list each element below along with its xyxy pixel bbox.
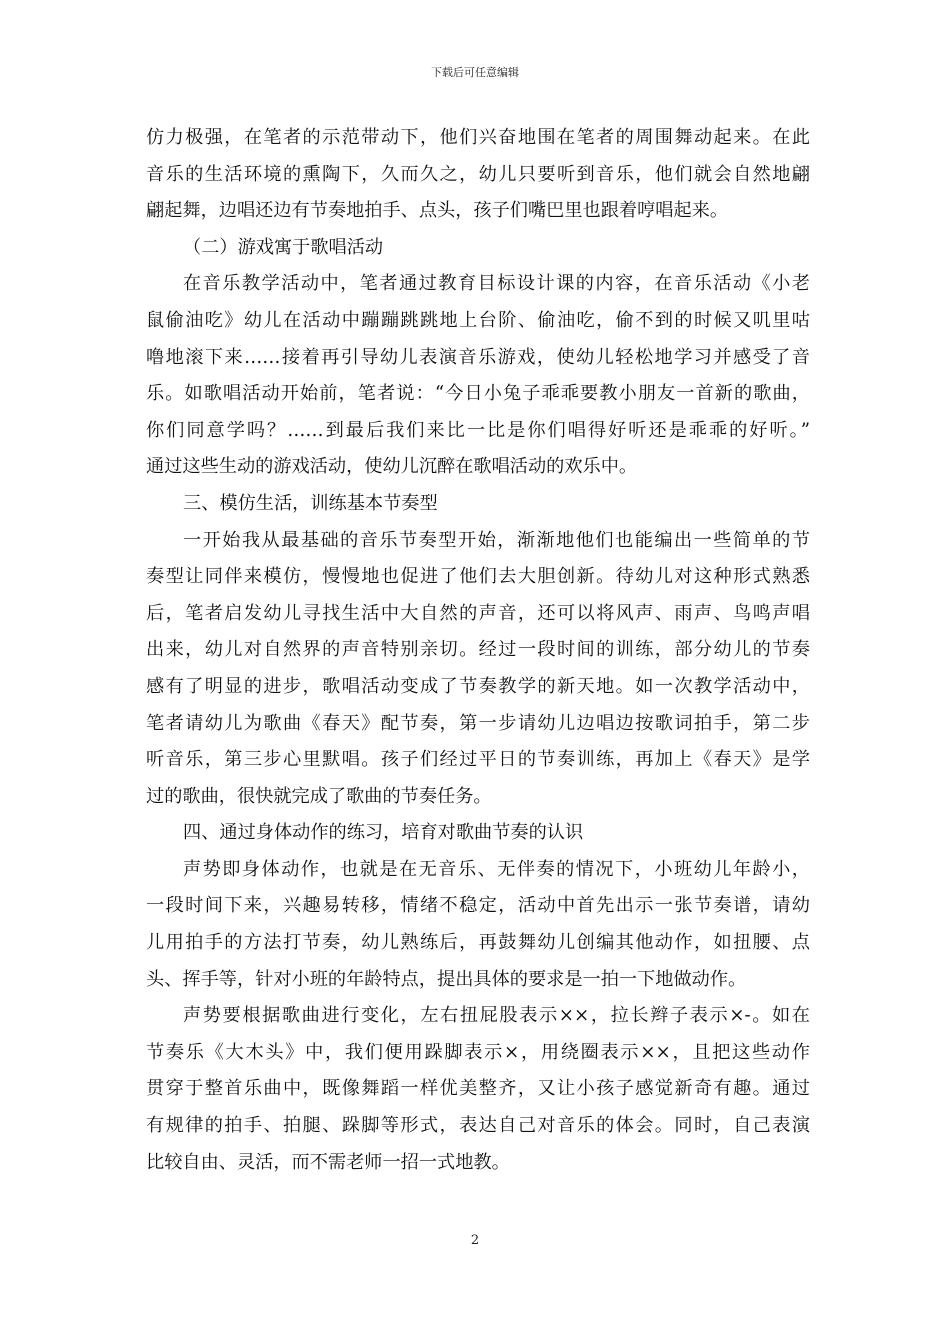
text-line: 笔者请幼儿为歌曲《春天》配节奏，第一步请幼儿边唱边按歌词拍手，第二步: [146, 712, 810, 734]
text-line: 一段时间下来，兴趣易转移，情绪不稳定，活动中首先出示一张节奏谱，请幼: [146, 895, 810, 917]
text-line: 头、挥手等，针对小班的年龄特点，提出具体的要求是一拍一下地做动作。: [146, 968, 747, 990]
text-line: 后，笔者启发幼儿寻找生活中大自然的声音，还可以将风声、雨声、鸟鸣声唱: [146, 602, 810, 624]
text-line: 感有了明显的进步，歌唱活动变成了节奏教学的新天地。如一次教学活动中，: [146, 675, 810, 697]
text-line: 乐。如歌唱活动开始前，笔者说：“今日小兔子乖乖要教小朋友一首新的歌曲，: [146, 383, 810, 405]
text-line: 声势即身体动作，也就是在无音乐、无伴奏的情况下，小班幼儿年龄小，: [183, 858, 810, 880]
text-line: 鼠偷油吃》幼儿在活动中蹦蹦跳跳地上台阶、偷油吃，偷不到的时候又叽里咕: [146, 309, 810, 331]
text-line: 一开始我从最基础的音乐节奏型开始，渐渐地他们也能编出一些简单的节: [183, 529, 810, 551]
section-heading: （二）游戏寓于歌唱活动: [183, 236, 384, 258]
page-header: 下载后可任意编辑: [431, 66, 519, 79]
text-line: 有规律的拍手、拍腿、跺脚等形式，表达自己对音乐的体会。同时，自己表演: [146, 1115, 810, 1137]
section-heading: 四、通过身体动作的练习，培育对歌曲节奏的认识: [183, 822, 584, 844]
text-line: 贯穿于整首乐曲中，既像舞蹈一样优美整齐，又让小孩子感觉新奇有趣。通过: [146, 1078, 810, 1100]
text-line: 节奏乐《大木头》中，我们便用跺脚表示×，用绕圈表示××，且把这些动作: [146, 1041, 810, 1063]
text-line: 噜地滚下来……接着再引导幼儿表演音乐游戏，使幼儿轻松地学习并感受了音: [146, 346, 810, 368]
text-line: 比较自由、灵活，而不需老师一招一式地教。: [146, 1151, 510, 1173]
text-line: 仿力极强，在笔者的示范带动下，他们兴奋地围在笔者的周围舞动起来。在此: [146, 127, 810, 148]
text-line: 出来，幼儿对自然界的声音特别亲切。经过一段时间的训练，部分幼儿的节奏: [146, 639, 810, 661]
text-line: 音乐的生活环境的熏陶下，久而久之，幼儿只要听到音乐，他们就会自然地翩: [146, 163, 810, 185]
text-line: 通过这些生动的游戏活动，使幼儿沉醉在歌唱活动的欢乐中。: [146, 456, 638, 478]
text-line: 你们同意学吗？……到最后我们来比一比是你们唱得好听还是乖乖的好听。”: [146, 419, 810, 441]
text-line: 奏型让同伴来模仿，慢慢地也促进了他们去大胆创新。待幼儿对这种形式熟悉: [146, 566, 810, 588]
text-line: 在音乐教学活动中，笔者通过教育目标设计课的内容，在音乐活动《小老: [183, 273, 810, 295]
text-line: 儿用拍手的方法打节奏，幼儿熟练后，再鼓舞幼儿创编其他动作，如扭腰、点: [146, 932, 810, 954]
body-text: [146, 120, 810, 1181]
text-line: 声势要根据歌曲进行变化，左右扭屁股表示××，拉长辫子表示×-。如在: [183, 1005, 810, 1027]
text-line: 翩起舞，边唱还边有节奏地拍手、点头，孩子们嘴巴里也跟着哼唱起来。: [146, 200, 729, 222]
text-line: 过的歌曲，很快就完成了歌曲的节奏任务。: [146, 785, 492, 807]
section-heading: 三、模仿生活，训练基本节奏型: [183, 492, 438, 514]
text-line: 听音乐，第三步心里默唱。孩子们经过平日的节奏训练，再加上《春天》是学: [146, 749, 810, 771]
page-number: 2: [470, 1233, 480, 1248]
